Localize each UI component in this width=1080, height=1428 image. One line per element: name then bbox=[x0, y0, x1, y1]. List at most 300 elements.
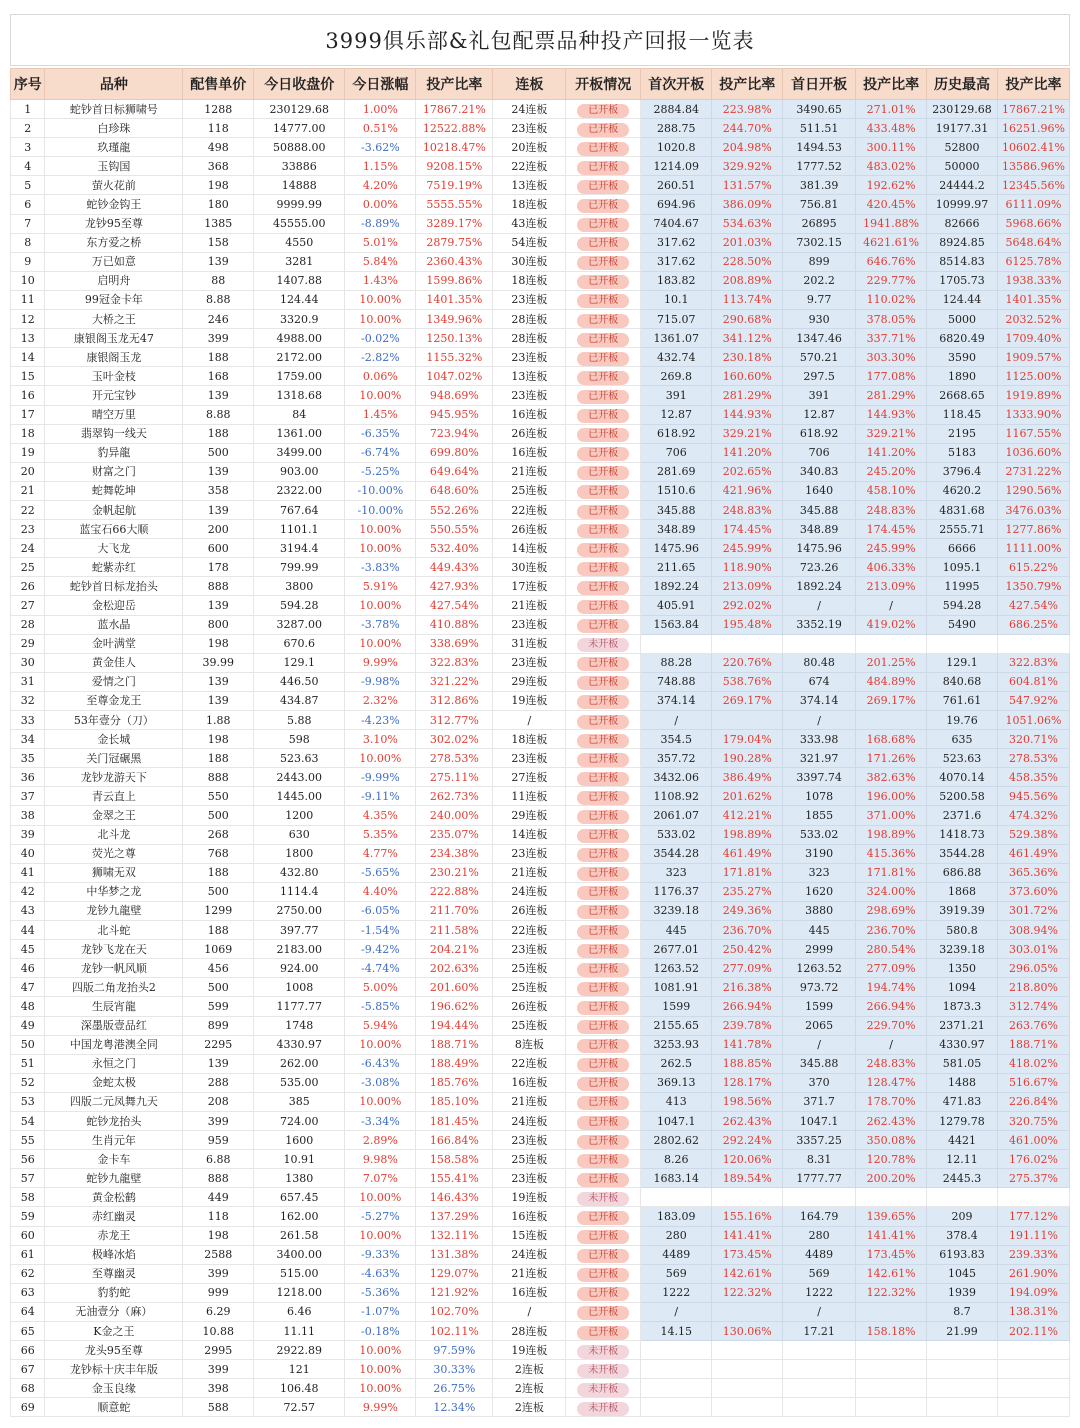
table-cell: 381.39 bbox=[783, 176, 856, 195]
status-badge: 已开板 bbox=[577, 275, 629, 289]
table-cell: 179.04% bbox=[712, 730, 783, 749]
table-cell: 118.90% bbox=[712, 558, 783, 577]
table-cell: 3239.18 bbox=[927, 940, 998, 959]
table-cell: 670.6 bbox=[254, 634, 345, 653]
table-cell: 171.81% bbox=[856, 863, 927, 882]
table-cell: 1111.00% bbox=[998, 539, 1070, 558]
table-cell: 399 bbox=[183, 1264, 254, 1283]
table-cell: 262.43% bbox=[856, 1111, 927, 1130]
table-cell: 25连板 bbox=[493, 978, 566, 997]
table-cell: 24444.2 bbox=[927, 176, 998, 195]
table-cell bbox=[566, 787, 641, 806]
table-cell bbox=[566, 539, 641, 558]
table-cell bbox=[856, 1360, 927, 1379]
table-cell: 29连板 bbox=[493, 672, 566, 691]
table-cell: 生肖元年 bbox=[45, 1131, 183, 1150]
table-cell: 10.00% bbox=[345, 1092, 416, 1111]
table-cell: 686.25% bbox=[998, 615, 1070, 634]
table-cell: 5.88 bbox=[254, 711, 345, 730]
table-cell: 1008 bbox=[254, 978, 345, 997]
table-cell: 金松迎岳 bbox=[45, 596, 183, 615]
table-cell: 230.21% bbox=[416, 863, 493, 882]
table-cell bbox=[856, 711, 927, 730]
table-cell: 3544.28 bbox=[641, 844, 712, 863]
table-cell: 158 bbox=[183, 233, 254, 252]
table-cell: 8924.85 bbox=[927, 233, 998, 252]
table-row bbox=[11, 1035, 1070, 1054]
table-cell: 168.68% bbox=[856, 730, 927, 749]
table-cell bbox=[566, 711, 641, 730]
table-cell: 5.91% bbox=[345, 577, 416, 596]
table-cell bbox=[856, 634, 927, 653]
table-cell: 899 bbox=[783, 252, 856, 271]
table-cell: 19.76 bbox=[927, 711, 998, 730]
table-cell: 45 bbox=[11, 940, 45, 959]
table-cell: 3544.28 bbox=[927, 844, 998, 863]
table-cell bbox=[641, 634, 712, 653]
table-cell: 1709.40% bbox=[998, 329, 1070, 348]
status-badge: 已开板 bbox=[577, 886, 629, 900]
table-cell bbox=[566, 214, 641, 233]
table-cell: 3289.17% bbox=[416, 214, 493, 233]
table-cell: 2183.00 bbox=[254, 940, 345, 959]
table-cell: 1222 bbox=[641, 1283, 712, 1302]
status-badge: 已开板 bbox=[577, 180, 629, 194]
table-cell: 50888.00 bbox=[254, 138, 345, 157]
table-cell: 2677.01 bbox=[641, 940, 712, 959]
table-cell bbox=[566, 844, 641, 863]
status-badge: 已开板 bbox=[577, 237, 629, 251]
table-cell: 649.64% bbox=[416, 462, 493, 481]
table-cell: 3287.00 bbox=[254, 615, 345, 634]
table-cell: -5.85% bbox=[345, 997, 416, 1016]
table-cell: 龙钞龙游天下 bbox=[45, 768, 183, 787]
table-row bbox=[11, 596, 1070, 615]
table-cell: 9.99% bbox=[345, 1398, 416, 1417]
table-cell: 130.06% bbox=[712, 1322, 783, 1341]
table-cell: 412.21% bbox=[712, 806, 783, 825]
table-cell: 龙钞95至尊 bbox=[45, 214, 183, 233]
status-badge: 已开板 bbox=[577, 810, 629, 824]
table-cell: 东方爱之桥 bbox=[45, 233, 183, 252]
table-cell bbox=[566, 1245, 641, 1264]
table-cell: 386.09% bbox=[712, 195, 783, 214]
table-cell: 139 bbox=[183, 500, 254, 519]
table-cell: 461.49% bbox=[998, 844, 1070, 863]
table-cell: 2360.43% bbox=[416, 252, 493, 271]
table-cell: 391 bbox=[641, 386, 712, 405]
table-cell bbox=[783, 1188, 856, 1207]
table-cell: 138.31% bbox=[998, 1302, 1070, 1321]
table-cell: 6666 bbox=[927, 539, 998, 558]
column-header: 配售单价 bbox=[183, 69, 254, 100]
table-cell: 432.80 bbox=[254, 863, 345, 882]
table-cell: 4330.97 bbox=[254, 1035, 345, 1054]
table-cell: 1250.13% bbox=[416, 329, 493, 348]
table-cell: 317.62 bbox=[641, 252, 712, 271]
table-cell: 142.61% bbox=[712, 1264, 783, 1283]
table-cell: 500 bbox=[183, 978, 254, 997]
table-cell: 1800 bbox=[254, 844, 345, 863]
table-cell bbox=[566, 176, 641, 195]
table-cell: 141.20% bbox=[712, 443, 783, 462]
table-cell: 10 bbox=[11, 271, 45, 290]
table-cell: 1177.77 bbox=[254, 997, 345, 1016]
table-cell: 1868 bbox=[927, 882, 998, 901]
table-cell: 767.64 bbox=[254, 500, 345, 519]
table-cell: 445 bbox=[783, 921, 856, 940]
table-cell: 321.22% bbox=[416, 672, 493, 691]
table-cell: 192.62% bbox=[856, 176, 927, 195]
table-cell bbox=[783, 634, 856, 653]
table-cell: / bbox=[641, 1302, 712, 1321]
status-badge: 已开板 bbox=[577, 963, 629, 977]
table-cell: 194.44% bbox=[416, 1016, 493, 1035]
column-header: 历史最高 bbox=[927, 69, 998, 100]
table-cell: 280 bbox=[783, 1226, 856, 1245]
status-badge: 已开板 bbox=[577, 524, 629, 538]
status-badge: 已开板 bbox=[577, 1135, 629, 1149]
table-cell bbox=[566, 1150, 641, 1169]
table-cell: 26连板 bbox=[493, 997, 566, 1016]
table-cell: 10.00% bbox=[345, 290, 416, 309]
table-cell: 8.88 bbox=[183, 405, 254, 424]
table-row bbox=[11, 348, 1070, 367]
table-cell: 250.42% bbox=[712, 940, 783, 959]
table-row bbox=[11, 806, 1070, 825]
table-cell: 131.57% bbox=[712, 176, 783, 195]
table-cell: 7.07% bbox=[345, 1169, 416, 1188]
table-cell: 12 bbox=[11, 310, 45, 329]
status-badge: 已开板 bbox=[577, 581, 629, 595]
table-cell: 蛇紫赤红 bbox=[45, 558, 183, 577]
table-cell: 202.63% bbox=[416, 959, 493, 978]
table-cell: 13连板 bbox=[493, 176, 566, 195]
table-cell bbox=[566, 959, 641, 978]
table-cell: 21 bbox=[11, 481, 45, 500]
table-cell: 189.54% bbox=[712, 1169, 783, 1188]
table-cell: 413 bbox=[641, 1092, 712, 1111]
table-cell: 1494.53 bbox=[783, 138, 856, 157]
table-cell: 2295 bbox=[183, 1035, 254, 1054]
table-cell: -6.74% bbox=[345, 443, 416, 462]
table-cell: 财富之门 bbox=[45, 462, 183, 481]
table-cell: 24连板 bbox=[493, 1111, 566, 1130]
table-cell: 康银阁玉龙 bbox=[45, 348, 183, 367]
table-cell: 27 bbox=[11, 596, 45, 615]
table-cell: 374.14 bbox=[641, 691, 712, 710]
table-cell: 345.88 bbox=[783, 1054, 856, 1073]
table-cell: 321.97 bbox=[783, 749, 856, 768]
column-header: 今日收盘价 bbox=[254, 69, 345, 100]
table-row bbox=[11, 558, 1070, 577]
table-cell: 248.83% bbox=[856, 1054, 927, 1073]
table-cell: 8 bbox=[11, 233, 45, 252]
status-badge: 已开板 bbox=[577, 772, 629, 786]
table-cell: 723.26 bbox=[783, 558, 856, 577]
table-cell bbox=[566, 1035, 641, 1054]
table-cell: / bbox=[783, 711, 856, 730]
column-header: 开板情况 bbox=[566, 69, 641, 100]
table-cell: 945.95% bbox=[416, 405, 493, 424]
table-cell: 19连板 bbox=[493, 691, 566, 710]
table-row bbox=[11, 195, 1070, 214]
table-cell: 3357.25 bbox=[783, 1131, 856, 1150]
table-cell: 10.88 bbox=[183, 1322, 254, 1341]
table-row bbox=[11, 1360, 1070, 1379]
table-cell: 1 bbox=[11, 100, 45, 119]
table-cell: 268 bbox=[183, 825, 254, 844]
table-cell: 604.81% bbox=[998, 672, 1070, 691]
table-cell: 288.75 bbox=[641, 119, 712, 138]
table-cell: 顺意蛇 bbox=[45, 1398, 183, 1417]
table-cell: 124.44 bbox=[254, 290, 345, 309]
table-cell: -2.82% bbox=[345, 348, 416, 367]
table-cell: 3490.65 bbox=[783, 100, 856, 119]
table-cell: / bbox=[783, 1302, 856, 1321]
table-cell: 266.94% bbox=[712, 997, 783, 1016]
table-cell bbox=[641, 1360, 712, 1379]
status-badge: 已开板 bbox=[577, 218, 629, 232]
table-cell: 10.00% bbox=[345, 1188, 416, 1207]
table-cell bbox=[566, 691, 641, 710]
status-badge: 已开板 bbox=[577, 1173, 629, 1187]
table-cell: 61 bbox=[11, 1245, 45, 1264]
table-cell: 爱情之门 bbox=[45, 672, 183, 691]
column-header: 今日涨幅 bbox=[345, 69, 416, 100]
table-cell: 31 bbox=[11, 672, 45, 691]
table-cell: 329.21% bbox=[712, 424, 783, 443]
table-cell: 1045 bbox=[927, 1264, 998, 1283]
table-cell bbox=[566, 653, 641, 672]
table-cell: 5000 bbox=[927, 310, 998, 329]
table-cell bbox=[566, 520, 641, 539]
table-cell bbox=[566, 195, 641, 214]
table-cell: 2195 bbox=[927, 424, 998, 443]
table-cell: 14 bbox=[11, 348, 45, 367]
table-cell: 345.88 bbox=[641, 500, 712, 519]
table-cell: 262.5 bbox=[641, 1054, 712, 1073]
table-cell: 128.17% bbox=[712, 1073, 783, 1092]
table-cell: 323 bbox=[783, 863, 856, 882]
status-badge: 已开板 bbox=[577, 944, 629, 958]
table-cell: 1640 bbox=[783, 481, 856, 500]
table-cell: 26连板 bbox=[493, 901, 566, 920]
table-cell: 198.89% bbox=[856, 825, 927, 844]
table-cell: 5.84% bbox=[345, 252, 416, 271]
table-cell: 6125.78% bbox=[998, 252, 1070, 271]
table-cell: 16连板 bbox=[493, 1073, 566, 1092]
table-cell: 白珍珠 bbox=[45, 119, 183, 138]
table-cell: 155.41% bbox=[416, 1169, 493, 1188]
table-cell: 124.44 bbox=[927, 290, 998, 309]
table-cell: 244.70% bbox=[712, 119, 783, 138]
table-cell: 173.45% bbox=[712, 1245, 783, 1264]
table-cell: 142.61% bbox=[856, 1264, 927, 1283]
status-badge: 已开板 bbox=[577, 715, 629, 729]
status-badge: 已开板 bbox=[577, 734, 629, 748]
table-cell: -4.23% bbox=[345, 711, 416, 730]
status-badge: 已开板 bbox=[577, 676, 629, 690]
table-cell: 385 bbox=[254, 1092, 345, 1111]
table-cell: 54连板 bbox=[493, 233, 566, 252]
table-cell: 1218.00 bbox=[254, 1283, 345, 1302]
table-cell: 281.69 bbox=[641, 462, 712, 481]
table-cell: 588 bbox=[183, 1398, 254, 1417]
table-cell: 47 bbox=[11, 978, 45, 997]
table-cell: 9999.99 bbox=[254, 195, 345, 214]
table-cell: 570.21 bbox=[783, 348, 856, 367]
table-cell: 23连板 bbox=[493, 1169, 566, 1188]
status-badge: 已开板 bbox=[577, 390, 629, 404]
table-cell: 19 bbox=[11, 443, 45, 462]
table-cell bbox=[566, 672, 641, 691]
table-cell: 2668.65 bbox=[927, 386, 998, 405]
table-cell: 164.79 bbox=[783, 1207, 856, 1226]
table-row bbox=[11, 921, 1070, 940]
status-badge: 已开板 bbox=[577, 1326, 629, 1340]
table-cell: 533.02 bbox=[641, 825, 712, 844]
table-cell: -3.34% bbox=[345, 1111, 416, 1130]
table-cell bbox=[998, 1341, 1070, 1360]
table-cell: 278.53% bbox=[998, 749, 1070, 768]
table-cell: 5.35% bbox=[345, 825, 416, 844]
table-cell: 1108.92 bbox=[641, 787, 712, 806]
table-cell: 10.00% bbox=[345, 749, 416, 768]
status-badge: 已开板 bbox=[577, 848, 629, 862]
table-row bbox=[11, 1302, 1070, 1321]
table-cell: 44 bbox=[11, 921, 45, 940]
table-cell: 2连板 bbox=[493, 1398, 566, 1417]
table-cell: 128.47% bbox=[856, 1073, 927, 1092]
table-cell: 594.28 bbox=[254, 596, 345, 615]
status-badge: 已开板 bbox=[577, 1306, 629, 1320]
table-cell: 17 bbox=[11, 405, 45, 424]
table-cell: 48 bbox=[11, 997, 45, 1016]
table-cell: 24连板 bbox=[493, 1245, 566, 1264]
table-cell: 474.32% bbox=[998, 806, 1070, 825]
table-cell: 27连板 bbox=[493, 768, 566, 787]
status-badge: 已开板 bbox=[577, 1020, 629, 1034]
table-cell: 蛇舞乾坤 bbox=[45, 481, 183, 500]
table-cell: 52 bbox=[11, 1073, 45, 1092]
table-cell: 4421 bbox=[927, 1131, 998, 1150]
table-cell: 11.11 bbox=[254, 1322, 345, 1341]
table-cell: 275.37% bbox=[998, 1169, 1070, 1188]
table-cell: 65 bbox=[11, 1322, 45, 1341]
table-row bbox=[11, 500, 1070, 519]
table-cell: 30连板 bbox=[493, 558, 566, 577]
table-cell bbox=[712, 1360, 783, 1379]
table-cell: 11995 bbox=[927, 577, 998, 596]
table-cell: 188.85% bbox=[712, 1054, 783, 1073]
table-cell: 7404.67 bbox=[641, 214, 712, 233]
table-cell: 12522.88% bbox=[416, 119, 493, 138]
table-cell bbox=[566, 634, 641, 653]
table-cell: 23连板 bbox=[493, 615, 566, 634]
table-cell: 158.58% bbox=[416, 1150, 493, 1169]
table-cell: 594.28 bbox=[927, 596, 998, 615]
table-row bbox=[11, 157, 1070, 176]
table-cell: 18连板 bbox=[493, 730, 566, 749]
table-cell: 139 bbox=[183, 252, 254, 271]
table-cell: 4.35% bbox=[345, 806, 416, 825]
column-header: 投产比率 bbox=[998, 69, 1070, 100]
table-cell: 230.18% bbox=[712, 348, 783, 367]
page-title: 3999俱乐部&礼包配票品种投产回报一览表 bbox=[325, 29, 755, 53]
column-header: 首次开板 bbox=[641, 69, 712, 100]
table-cell: 7302.15 bbox=[783, 233, 856, 252]
table-cell: 141.41% bbox=[856, 1226, 927, 1245]
table-cell bbox=[641, 1398, 712, 1417]
table-cell bbox=[566, 1302, 641, 1321]
table-cell: 194.74% bbox=[856, 978, 927, 997]
table-cell: 3190 bbox=[783, 844, 856, 863]
table-cell: 9.77 bbox=[783, 290, 856, 309]
table-cell: 888 bbox=[183, 1169, 254, 1188]
column-header: 品种 bbox=[45, 69, 183, 100]
table-cell bbox=[566, 921, 641, 940]
table-cell: 9.99% bbox=[345, 653, 416, 672]
table-cell: 222.88% bbox=[416, 882, 493, 901]
table-cell: 173.45% bbox=[856, 1245, 927, 1264]
table-cell: 大飞龙 bbox=[45, 539, 183, 558]
table-cell: 1445.00 bbox=[254, 787, 345, 806]
table-row bbox=[11, 329, 1070, 348]
table-row bbox=[11, 615, 1070, 634]
table-cell: 1401.35% bbox=[416, 290, 493, 309]
table-cell: -0.02% bbox=[345, 329, 416, 348]
table-cell: 龙钞飞龙在天 bbox=[45, 940, 183, 959]
table-cell: 201.03% bbox=[712, 233, 783, 252]
table-cell: 康银阁玉龙无47 bbox=[45, 329, 183, 348]
table-cell: 17867.21% bbox=[998, 100, 1070, 119]
status-badge: 已开板 bbox=[577, 543, 629, 557]
table-cell: 198.89% bbox=[712, 825, 783, 844]
table-cell: 183.09 bbox=[641, 1207, 712, 1226]
table-row bbox=[11, 462, 1070, 481]
table-cell: 296.05% bbox=[998, 959, 1070, 978]
table-cell: 354.5 bbox=[641, 730, 712, 749]
table-cell: 185.76% bbox=[416, 1073, 493, 1092]
status-badge: 已开板 bbox=[577, 409, 629, 423]
status-badge: 已开板 bbox=[577, 294, 629, 308]
table-cell: 317.62 bbox=[641, 233, 712, 252]
table-cell: 41 bbox=[11, 863, 45, 882]
data-table bbox=[10, 68, 1070, 1417]
table-cell: 1475.96 bbox=[641, 539, 712, 558]
table-cell: 16 bbox=[11, 386, 45, 405]
table-cell: 无油壹分（麻） bbox=[45, 1302, 183, 1321]
table-cell: 龙钞九龍壁 bbox=[45, 901, 183, 920]
table-cell: 玉叶金枝 bbox=[45, 367, 183, 386]
table-row bbox=[11, 1264, 1070, 1283]
table-cell: 2连板 bbox=[493, 1360, 566, 1379]
table-cell bbox=[927, 1360, 998, 1379]
table-cell: 1919.89% bbox=[998, 386, 1070, 405]
table-cell: 204.98% bbox=[712, 138, 783, 157]
table-cell: 60 bbox=[11, 1226, 45, 1245]
table-row bbox=[11, 672, 1070, 691]
table-cell: -3.78% bbox=[345, 615, 416, 634]
table-cell: 10.00% bbox=[345, 310, 416, 329]
table-cell: 235.07% bbox=[416, 825, 493, 844]
status-badge: 已开板 bbox=[577, 1230, 629, 1244]
table-cell: 10.00% bbox=[345, 539, 416, 558]
table-cell: 23连板 bbox=[493, 940, 566, 959]
table-cell bbox=[566, 290, 641, 309]
table-cell: 195.48% bbox=[712, 615, 783, 634]
